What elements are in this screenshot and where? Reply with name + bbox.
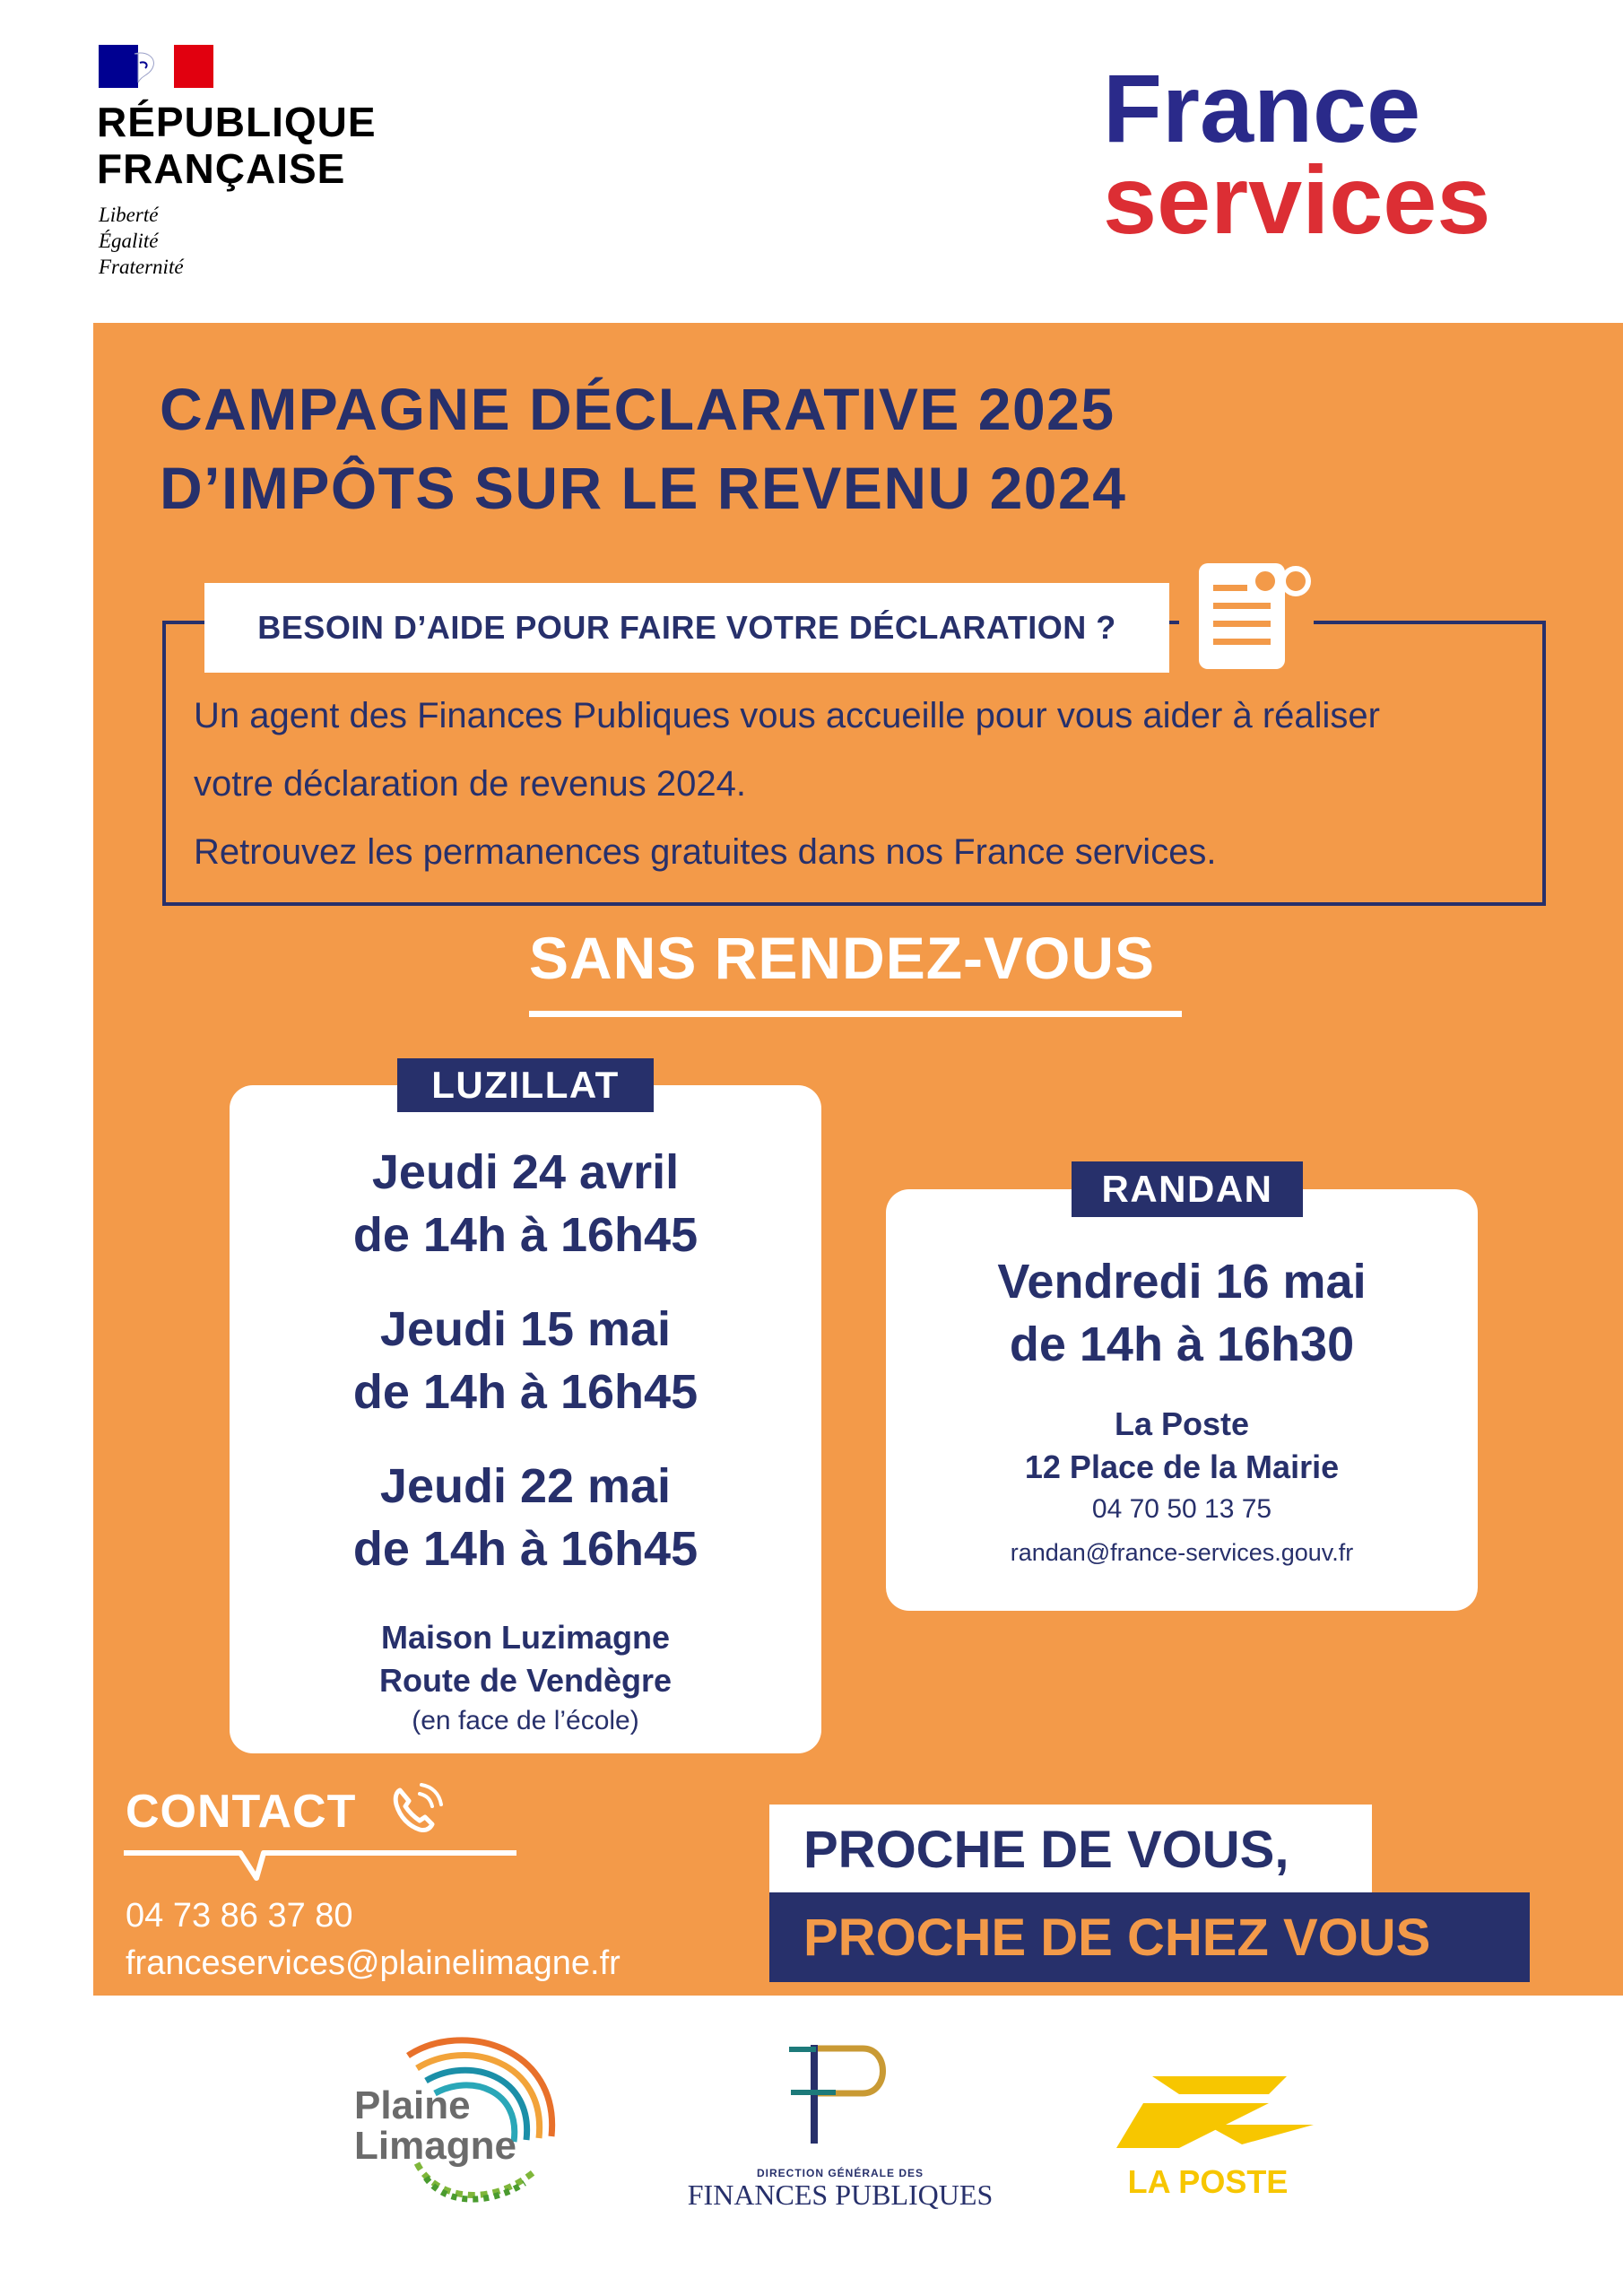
phone-icon [387,1781,443,1837]
sans-rendez-vous-heading: SANS RENDEZ-VOUS [529,925,1156,991]
campaign-title-line2: D’IMPÔTS SUR LE REVENU 2024 [160,455,1127,521]
republique-line: RÉPUBLIQUE [97,99,377,145]
randan-email: randan@france-services.gouv.fr [1010,1539,1354,1566]
dgfip-line2: FINANCES PUBLIQUES [687,2179,994,2211]
slogan-line-1: PROCHE DE VOUS, [769,1805,1372,1894]
plaine-word: Plaine [354,2083,471,2127]
help-text [194,682,1380,886]
session-hours: de 14h à 16h45 [352,1522,699,1576]
la-poste-word: LA POSTE [1127,2163,1289,2200]
luzillat-road: Route de Vendègre [378,1662,673,1699]
luzillat-place: Maison Luzimagne [380,1619,671,1656]
session-3 [230,1455,821,1580]
randan-tag: RANDAN [1072,1161,1303,1217]
brand-services: services [1103,145,1491,254]
randan-street: 12 Place de la Mairie [1024,1448,1340,1485]
document-glasses-icon [1179,554,1314,680]
session-day: Jeudi 22 mai [379,1459,672,1513]
luzillat-card [230,1085,821,1753]
contact-bubble-line [124,1849,516,1885]
randan-session [886,1250,1478,1376]
randan-place: La Poste [1114,1405,1250,1442]
randan-address [886,1403,1478,1489]
republic-motto [99,202,184,280]
session-day: Vendredi 16 mai [997,1255,1367,1309]
contact-label: CONTACT [126,1786,357,1838]
campaign-title-line1: CAMPAGNE DÉCLARATIVE 2025 [160,376,1115,442]
marianne-flag-logo [99,45,213,88]
slogan-line-2: PROCHE DE CHEZ VOUS [769,1892,1530,1982]
luzillat-address [230,1616,821,1702]
help-label: BESOIN D’AIDE POUR FAIRE VOTRE DÉCLARATION ? [204,583,1169,673]
session-day: Jeudi 15 mai [379,1302,672,1356]
luzillat-note: (en face de l’école) [412,1706,639,1735]
help-line-3: Retrouvez les permanences gratuites dans nos France services. [194,832,1217,872]
motto-fraternite: Fraternité [99,256,184,278]
session-day: Jeudi 24 avril [371,1145,680,1199]
session-hours: de 14h à 16h45 [352,1365,699,1419]
brand-france: France [1103,54,1421,162]
motto-liberte: Liberté [99,204,159,226]
france-services-logo [1103,54,1491,254]
help-line-2: votre déclaration de revenus 2024. [194,764,746,804]
heading-underline [529,1011,1182,1017]
plaine-limagne-logo [354,2029,569,2208]
dgfip-logo [674,2036,1006,2215]
randan-phone: 04 70 50 13 75 [1091,1494,1272,1524]
luzillat-tag: LUZILLAT [397,1058,654,1112]
republique-francaise-title [97,99,377,192]
motto-egalite: Égalité [99,230,159,252]
help-line-1: Un agent des Finances Publiques vous accueille pour vous aider à réaliser [194,696,1380,735]
session-hours: de 14h à 16h30 [1009,1318,1355,1371]
campaign-title [160,370,1126,527]
francaise-line: FRANÇAISE [97,145,346,192]
la-poste-logo [1098,2067,1318,2202]
session-2 [230,1298,821,1423]
limagne-word: Limagne [354,2124,516,2168]
contact-email[interactable]: franceservices@plainelimagne.fr [126,1944,621,1982]
session-1 [230,1141,821,1266]
dgfip-line1: DIRECTION GÉNÉRALE DES [756,2167,924,2179]
session-hours: de 14h à 16h45 [352,1208,699,1262]
randan-card [886,1189,1478,1611]
contact-phone[interactable]: 04 73 86 37 80 [126,1897,353,1935]
